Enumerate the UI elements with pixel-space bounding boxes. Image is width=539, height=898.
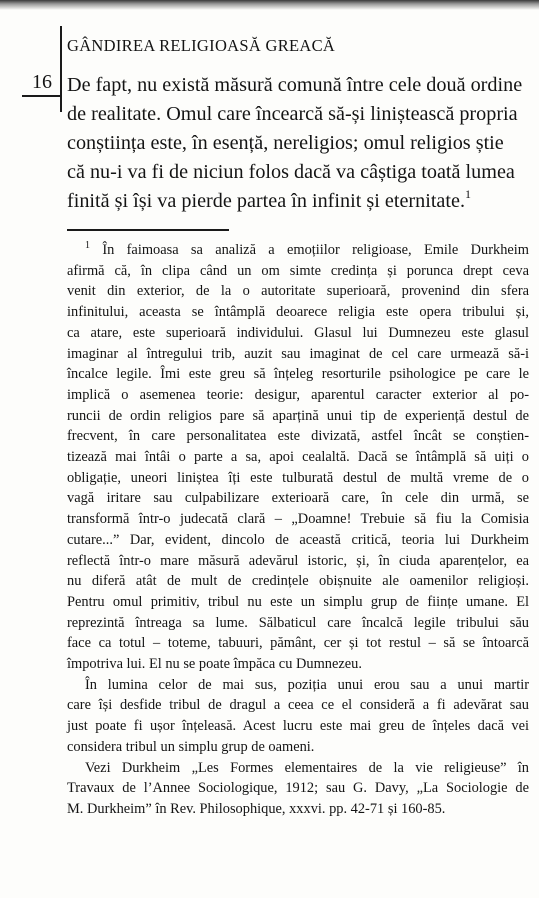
footnote-line: just poate fi ușor înțeleasă. Acest lucru este mai greu de înțeles dacă vei [67,718,529,735]
footnote-line: runcii de ordin religios pare să aparțină unui tip de experiență destul de [67,407,529,424]
main-paragraph [67,71,529,216]
footnote-line: reflectă într-o mare măsură adevărul istoric, și, în ciuda aparențelor, ea [67,552,529,569]
footnote-line: care își desfide tribul de dragul a ceea ce el consideră a fi adevărat sau [67,697,529,714]
main-line: că nu-i va fi de niciun folos dacă va câștiga toată lumea [67,161,515,183]
footnote-line: infinitului, aceasta se întâmplă deoarece religia este opera tribului și, [67,304,529,321]
running-head: GÂNDIREA RELIGIOASĂ GREACĂ [67,36,336,55]
footnote-line: Pentru omul primitiv, tribul nu este un simplu grup de ființe umane. El [67,593,529,610]
footnote-paragraph-2 [67,675,529,758]
page-number-rule [22,95,60,97]
footnote-paragraph-3 [67,758,529,820]
footnote-line: frecvent, în care personalitatea este divizată, astfel încât se conștien- [67,428,529,445]
footnote-line: În lumina celor de mai sus, poziția unui erou sau a unui martir [85,676,529,693]
footnote-line: transformă într-o judecată clară – „Doamne! Trebuie să fiu la Comisia [67,511,529,528]
footnote-line: reprezintă întreaga sa lume. Sălbaticul care încalcă legile tribului său [67,614,529,631]
footnote-line: împotriva lui. El nu se poate împăca cu Dumnezeu. [67,656,362,673]
page-top-shadow [0,0,539,10]
main-line: De fapt, nu există măsură comună între cele două ordine [67,74,523,96]
footnote-line: Vezi Durkheim „Les Formes elementaires de la vie religieuse” în [85,759,529,776]
footnote-line: obligație, uneori liniștea îți este tulburată destul de multă vreme de o [67,469,529,486]
footnote-separator [67,229,229,231]
footnote-line: $^1$ În faimoasa sa analiză a emoțiilor religioase, Emile Durkheim [85,240,529,258]
page-number: 16 [32,71,52,93]
footnote-marker: 1 [85,240,90,251]
main-line-last [67,187,529,216]
main-line: de realitate. Omul care încearcă să-și liniștească propria [67,103,518,125]
footnote-line: M. Durkheim” în Rev. Philosophique, xxxvi. pp. 42-71 și 160-85. [67,800,446,817]
footnote-line: nu diferă atât de mult de credințele obișnuite ale oamenilor religioși. [67,573,529,590]
main-line-text: finită și își va pierde partea în infinit și eternitate. [67,190,466,212]
footnote-line: ca atare, este superioară individului. Glasul lui Dumnezeu este glasul [67,324,529,341]
footnote-line: tizează mai întâi o parte a sa, apoi cealaltă. Dacă se întâmplă să uiți o [67,449,529,466]
footnote-block [67,240,529,820]
footnote-line: implică o asemenea teorie: desigur, aparentul caracter exterior al po- [67,386,529,403]
footnote-line: afirmă că, în clipa când un om simte credința și porunca drept ceva [67,262,529,279]
footnote-line: face ca totul – toteme, tabuuri, pământ, cer și tot restul – să se întoarcă [67,635,529,652]
footnote-paragraph-1 [67,240,529,675]
main-line: conștiința este, în esență, nereligios; omul religios știe [67,132,504,154]
footnote-line: Travaux de l’Annee Sociologique, 1912; sau G. Davy, „La Sociologie de [67,780,529,797]
footnote-line: cutare...” Dar, evident, dincolo de această critică, teoria lui Durkheim [67,531,529,548]
margin-vertical-rule [60,26,62,112]
footnote-line: vagă iritare sau culpabilizare exterioară care, în cele din urmă, se [67,490,529,507]
footnote-line: venit din exterior, de la o autoritate superioară, provenind din sfera [67,283,529,300]
footnote-reference: 1 [465,187,472,201]
footnote-line: imaginar al întregului trib, auzit sau imaginat de cel care urmează să-i [67,345,529,362]
footnote-line: încalce legile. Îmi este greu să înțeleg resorturile psihologice pe care le [67,366,529,383]
footnote-line: considera tribul un simplu grup de oameni. [67,738,315,755]
